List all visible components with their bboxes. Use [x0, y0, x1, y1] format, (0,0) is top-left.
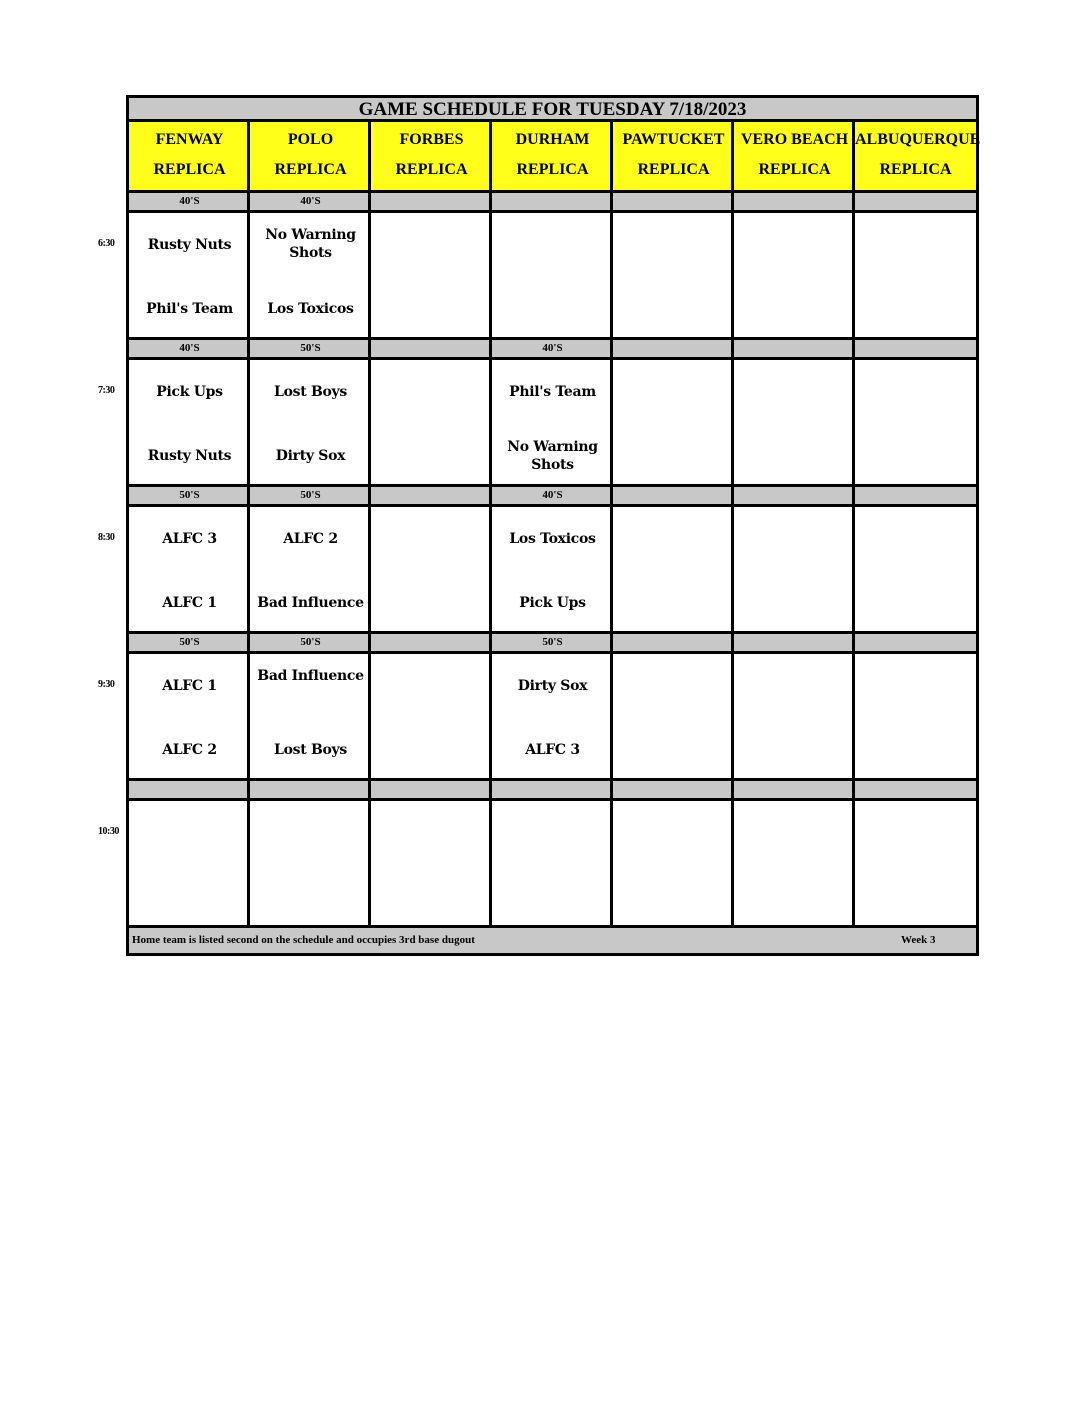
- game-cell: [610, 213, 734, 340]
- game-cell: [368, 213, 492, 340]
- division-label: [852, 193, 979, 213]
- game-row: [126, 213, 979, 340]
- field-name: FORBES: [399, 131, 464, 148]
- game-cell: [368, 507, 492, 634]
- game-cell: [368, 801, 492, 928]
- home-team: Los Toxicos: [267, 301, 354, 317]
- away-team: Dirty Sox: [517, 678, 588, 694]
- division-label: [368, 634, 492, 654]
- division-label: [489, 193, 613, 213]
- game-cell: [731, 801, 855, 928]
- home-team: Rusty Nuts: [147, 448, 232, 464]
- away-team: Lost Boys: [274, 384, 347, 400]
- division-label: 40'S: [489, 340, 613, 360]
- field-name: PAWTUCKET: [622, 131, 725, 148]
- division-label: [610, 193, 734, 213]
- game-cell: [247, 360, 371, 487]
- home-team: Dirty Sox: [275, 448, 346, 464]
- division-label: [610, 781, 734, 801]
- division-label: [852, 781, 979, 801]
- home-team: Phil's Team: [146, 301, 233, 317]
- division-label: [247, 781, 371, 801]
- game-cell: [489, 213, 613, 340]
- game-row: [126, 654, 979, 781]
- schedule-title: GAME SCHEDULE FOR TUESDAY 7/18/2023: [126, 95, 979, 122]
- away-team: ALFC 2: [283, 531, 338, 547]
- home-team-note: Home team is listed second on the schedule and occupies 3rd base dugout: [132, 934, 475, 946]
- time-label: 10:30: [98, 826, 119, 837]
- division-label: [731, 781, 855, 801]
- game-cell: [852, 507, 979, 634]
- game-cell: [489, 507, 613, 634]
- time-label: 8:30: [98, 532, 115, 543]
- field-header-7: [852, 122, 979, 193]
- division-row: [126, 781, 979, 801]
- game-cell: [610, 654, 734, 781]
- game-cell: [731, 654, 855, 781]
- division-row: [126, 193, 979, 213]
- game-row: [126, 507, 979, 634]
- game-cell: [731, 360, 855, 487]
- division-label: [852, 340, 979, 360]
- home-team: ALFC 2: [162, 742, 217, 758]
- division-label: 40'S: [247, 193, 371, 213]
- game-cell: [731, 213, 855, 340]
- field-name: ALBUQUERQUE: [855, 131, 981, 148]
- field-header-4: [489, 122, 613, 193]
- game-cell: [247, 507, 371, 634]
- home-team: No Warning Shots: [507, 439, 598, 473]
- away-team: Los Toxicos: [509, 531, 596, 547]
- game-row: [126, 801, 979, 928]
- field-name: VERO BEACH: [740, 131, 849, 148]
- division-label: [731, 340, 855, 360]
- division-label: [489, 781, 613, 801]
- division-label: 40'S: [126, 340, 250, 360]
- division-row: [126, 340, 979, 360]
- game-cell: [126, 507, 250, 634]
- away-team: No Warning Shots: [265, 227, 356, 261]
- division-label: 50'S: [126, 634, 250, 654]
- game-cell: [610, 801, 734, 928]
- game-cell: [610, 360, 734, 487]
- field-type: REPLICA: [153, 161, 226, 178]
- division-label: [731, 193, 855, 213]
- home-team: ALFC 1: [162, 595, 217, 611]
- away-team: ALFC 3: [162, 531, 217, 547]
- division-label: [610, 634, 734, 654]
- game-cell: [368, 654, 492, 781]
- field-header-6: [731, 122, 855, 193]
- schedule-footer: [126, 928, 979, 956]
- division-label: [852, 634, 979, 654]
- game-cell: [610, 507, 734, 634]
- game-cell: [852, 654, 979, 781]
- away-team: Pick Ups: [156, 384, 223, 400]
- division-label: [126, 781, 250, 801]
- field-header-2: [247, 122, 371, 193]
- field-type: REPLICA: [879, 161, 952, 178]
- game-cell: [247, 801, 371, 928]
- game-cell: [126, 360, 250, 487]
- away-team: Phil's Team: [509, 384, 596, 400]
- field-name: FENWAY: [155, 131, 224, 148]
- field-type: REPLICA: [274, 161, 347, 178]
- game-cell: [126, 213, 250, 340]
- division-label: 50'S: [247, 340, 371, 360]
- division-label: 50'S: [247, 634, 371, 654]
- away-team: Rusty Nuts: [147, 237, 232, 253]
- division-row: [126, 634, 979, 654]
- home-team: ALFC 3: [525, 742, 580, 758]
- field-type: REPLICA: [395, 161, 468, 178]
- division-label: [731, 487, 855, 507]
- home-team: Pick Ups: [519, 595, 586, 611]
- field-name: POLO: [287, 131, 334, 148]
- time-label: 6:30: [98, 238, 115, 249]
- field-type: REPLICA: [516, 161, 589, 178]
- division-label: [731, 634, 855, 654]
- field-type: REPLICA: [758, 161, 831, 178]
- division-label: [368, 487, 492, 507]
- time-label: 9:30: [98, 679, 115, 690]
- game-cell: [852, 213, 979, 340]
- game-cell: [489, 801, 613, 928]
- division-label: 40'S: [126, 193, 250, 213]
- division-label: [610, 340, 734, 360]
- game-cell: [368, 360, 492, 487]
- field-type: REPLICA: [637, 161, 710, 178]
- game-cell: [247, 654, 371, 781]
- game-cell: [852, 801, 979, 928]
- division-label: 40'S: [489, 487, 613, 507]
- division-row: [126, 487, 979, 507]
- game-cell: [731, 507, 855, 634]
- week-label: Week 3: [901, 934, 936, 946]
- division-label: [852, 487, 979, 507]
- game-cell: [489, 654, 613, 781]
- field-header-3: [368, 122, 492, 193]
- away-team: Bad Influence: [257, 668, 364, 684]
- field-name: DURHAM: [515, 131, 590, 148]
- field-header-row: [126, 122, 979, 193]
- division-label: [368, 781, 492, 801]
- division-label: 50'S: [126, 487, 250, 507]
- game-cell: [489, 360, 613, 487]
- field-header-1: [126, 122, 250, 193]
- game-cell: [126, 654, 250, 781]
- division-label: [368, 193, 492, 213]
- home-team: Bad Influence: [257, 595, 364, 611]
- game-cell: [126, 801, 250, 928]
- field-header-5: [610, 122, 734, 193]
- away-team: ALFC 1: [162, 678, 217, 694]
- division-label: [368, 340, 492, 360]
- game-cell: [852, 360, 979, 487]
- home-team: Lost Boys: [274, 742, 347, 758]
- division-label: 50'S: [489, 634, 613, 654]
- game-row: [126, 360, 979, 487]
- division-label: [610, 487, 734, 507]
- division-label: 50'S: [247, 487, 371, 507]
- game-cell: [247, 213, 371, 340]
- time-label: 7:30: [98, 385, 115, 396]
